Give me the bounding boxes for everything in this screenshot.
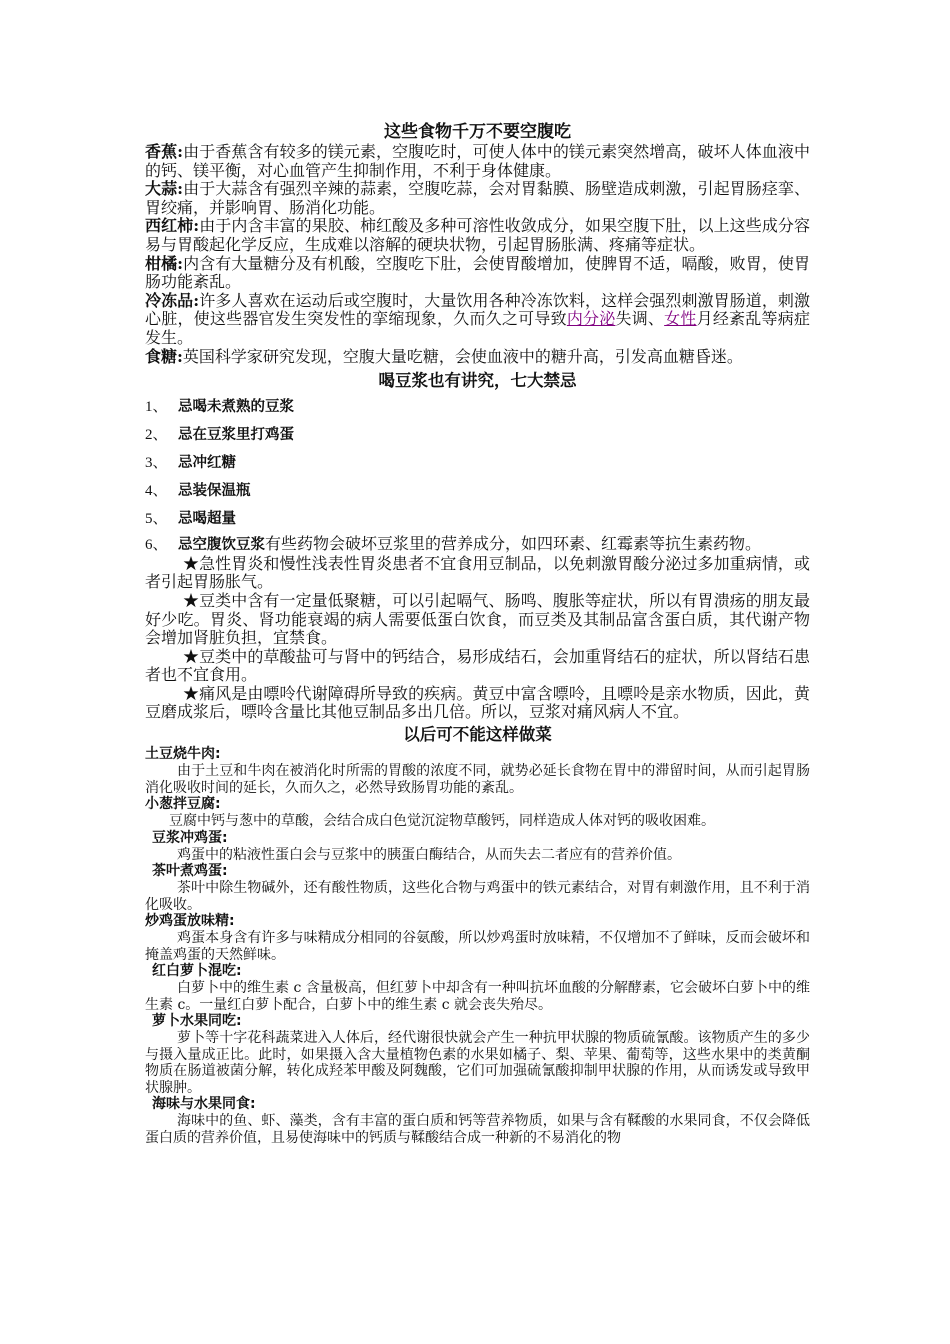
dish-desc: 由于土豆和牛肉在被消化时所需的胃酸的浓度不同，就势必延长食物在胃中的滞留时间，从而引起胃肠消化吸收时间的延长，久而久之，必然导致肠胃功能的紊乱。 — [145, 763, 810, 796]
paragraph-garlic — [145, 180, 810, 217]
dish-name: 小葱拌豆腐: — [145, 796, 221, 813]
paragraph-frozen — [145, 292, 810, 348]
rule-item — [145, 397, 810, 416]
lead-banana: 香蕉: — [145, 142, 184, 161]
text-frozen-a: 许多人喜欢在运动后或空腹时，大量饮用各种冷冻饮料，这样会强烈刺激胃肠道，刺激心脏，使这些器官发生突发性的挛缩现象，久而久之可导致 — [145, 290, 810, 329]
document-page — [145, 122, 810, 1146]
star-note: ★豆类中含有一定量低聚糖，可以引起嗝气、肠鸣、腹胀等症状，所以有胃溃疡的朋友最好少吃。胃炎、肾功能衰竭的病人需要低蛋白饮食，而豆类及其制品富含蛋白质，其代谢产物会增加肾脏负担，宜禁食。 — [145, 590, 810, 648]
section3-title: 以后可不能这样做菜 — [403, 725, 552, 745]
paragraph-tomato — [145, 217, 810, 254]
dish-name: 红白萝卜混吃: — [152, 963, 242, 980]
rule-item — [145, 481, 810, 500]
rule-number: 2、 — [145, 427, 168, 444]
text-tomato: 由于内含丰富的果胶、柿红酸及多种可溶性收敛成分，如果空腹下肚，以上这些成分容易与胃酸起化学反应，生成难以溶解的硬块状物，引起胃肠胀满、疼痛等症状。 — [145, 216, 810, 254]
dish-name: 萝卜水果同吃: — [152, 1013, 242, 1030]
star-note: ★痛风是由嘌呤代谢障碍所导致的疾病。黄豆中富含嘌呤，且嘌呤是亲水物质，因此，黄豆磨成浆后，嘌呤含量比其他豆制品多出几倍。所以，豆浆对痛风病人不宜。 — [145, 683, 810, 722]
rule-text: 忌装保温瓶 — [178, 483, 251, 500]
rule-item-6 — [145, 535, 810, 555]
text-orange: 内含有大量糖分及有机酸，空腹吃下肚，会使胃酸增加，使脾胃不适，嗝酸，败胃，使胃肠功能紊乱。 — [145, 253, 810, 292]
text-banana: 由于香蕉含有较多的镁元素，空腹吃时，可使人体中的镁元素突然增高，破坏人体血液中的钙、镁平衡，对心血管产生抑制作用，不利于身体健康。 — [145, 142, 810, 180]
rule-text: 忌喝超量 — [178, 511, 236, 528]
text-garlic: 由于大蒜含有强烈辛辣的蒜素，空腹吃蒜，会对胃黏膜、肠壁造成刺激，引起胃肠痉挛、胃绞痛，并影响胃、肠消化功能。 — [145, 179, 810, 217]
star-note: ★豆类中的草酸盐可与肾中的钙结合，易形成结石，会加重肾结石的症状，所以肾结石患者也不宜食用。 — [145, 646, 810, 685]
paragraph-sugar — [145, 348, 810, 367]
lead-frozen: 冷冻品: — [145, 290, 200, 310]
paragraph-banana — [145, 143, 810, 180]
dish-desc: 茶叶中除生物碱外，还有酸性物质，这些化合物与鸡蛋中的铁元素结合，对胃有刺激作用，且不利于消化吸收。 — [145, 880, 810, 913]
dish-desc: 海味中的鱼、虾、藻类，含有丰富的蛋白质和钙等营养物质，如果与含有鞣酸的水果同食，不仅会降低蛋白质的营养价值，且易使海味中的钙质与鞣酸结合成一种新的不易消化的物 — [145, 1113, 810, 1146]
rule-number: 6、 — [145, 537, 168, 554]
dish-name: 茶叶煮鸡蛋: — [152, 863, 228, 880]
paragraph-orange — [145, 255, 810, 292]
dish-name: 海味与水果同食: — [152, 1096, 256, 1113]
dish-desc: 萝卜等十字花科蔬菜进入人体后，经代谢很快就会产生一种抗甲状腺的物质硫氰酸。该物质产生的多少与摄入量成正比。此时，如果摄入含大量植物色素的水果如橘子、梨、苹果、葡萄等，这些水果中的类黄酮物质在肠道被菌分解，转化成羟苯甲酸及阿魏酸，它们可加强硫氰酸抑制甲状腺的作用，从而诱发或导致甲状腺肿。 — [145, 1030, 810, 1096]
link-female[interactable]: 女性 — [664, 309, 697, 329]
rule-number: 3、 — [145, 455, 168, 472]
rule-text: 忌冲红糖 — [178, 455, 236, 472]
lead-tomato: 西红柿: — [145, 216, 200, 236]
link-endocrine[interactable]: 内分泌 — [566, 309, 616, 329]
text-sugar: 英国科学家研究发现，空腹大量吃糖，会使血液中的糖升高，引发高血糖昏迷。 — [182, 346, 743, 366]
dish-name: 土豆烧牛肉: — [145, 746, 221, 763]
rule-text: 忌空腹饮豆浆 — [178, 537, 265, 554]
text-frozen-c: 月经紊乱等病症发生。 — [145, 309, 810, 347]
dish-desc: 白萝卜中的维生素 c 含量极高，但红萝卜中却含有一种叫抗坏血酸的分解酵素，它会破坏白萝卜中的维生素 c。一量红白萝卜配合，白萝卜中的维生素 c 就会丧失殆尽。 — [145, 980, 810, 1013]
rule-item — [145, 453, 810, 472]
rule-text: 忌在豆浆里打鸡蛋 — [178, 427, 294, 444]
section2-title: 喝豆浆也有讲究，七大禁忌 — [378, 371, 577, 391]
lead-garlic: 大蒜: — [145, 179, 184, 199]
dish-name: 豆浆冲鸡蛋: — [152, 829, 228, 846]
lead-orange: 柑橘: — [145, 253, 184, 273]
star-note: ★急性胃炎和慢性浅表性胃炎患者不宜食用豆制品，以免刺激胃酸分泌过多加重病情，或者引起胃肠胀气。 — [145, 553, 810, 592]
rule-item — [145, 425, 810, 444]
dish-desc: 鸡蛋中的粘液性蛋白会与豆浆中的胰蛋白酶结合，从而失去二者应有的营养价值。 — [177, 846, 681, 863]
dish-desc: 豆腐中钙与葱中的草酸，会结合成白色觉沉淀物草酸钙，同样造成人体对钙的吸收困难。 — [169, 813, 715, 830]
rule-number: 1、 — [145, 399, 168, 416]
rule-text: 忌喝未煮熟的豆浆 — [178, 399, 294, 416]
text-frozen-b: 失调、 — [615, 309, 665, 329]
lead-sugar: 食糖: — [145, 346, 183, 366]
rule-item — [145, 509, 810, 528]
rule-number: 5、 — [145, 511, 168, 528]
rule-number: 4、 — [145, 483, 168, 500]
rule-6-rest: 有些药物会破坏豆浆里的营养成分，如四环素、红霉素等抗生素药物。 — [265, 534, 762, 554]
section1-title: 这些食物千万不要空腹吃 — [384, 122, 571, 142]
dish-name: 炒鸡蛋放味精: — [145, 913, 235, 930]
dish-desc: 鸡蛋本身含有许多与味精成分相同的谷氨酸，所以炒鸡蛋时放味精，不仅增加不了鲜味，反而会破坏和掩盖鸡蛋的天然鲜味。 — [145, 930, 810, 963]
